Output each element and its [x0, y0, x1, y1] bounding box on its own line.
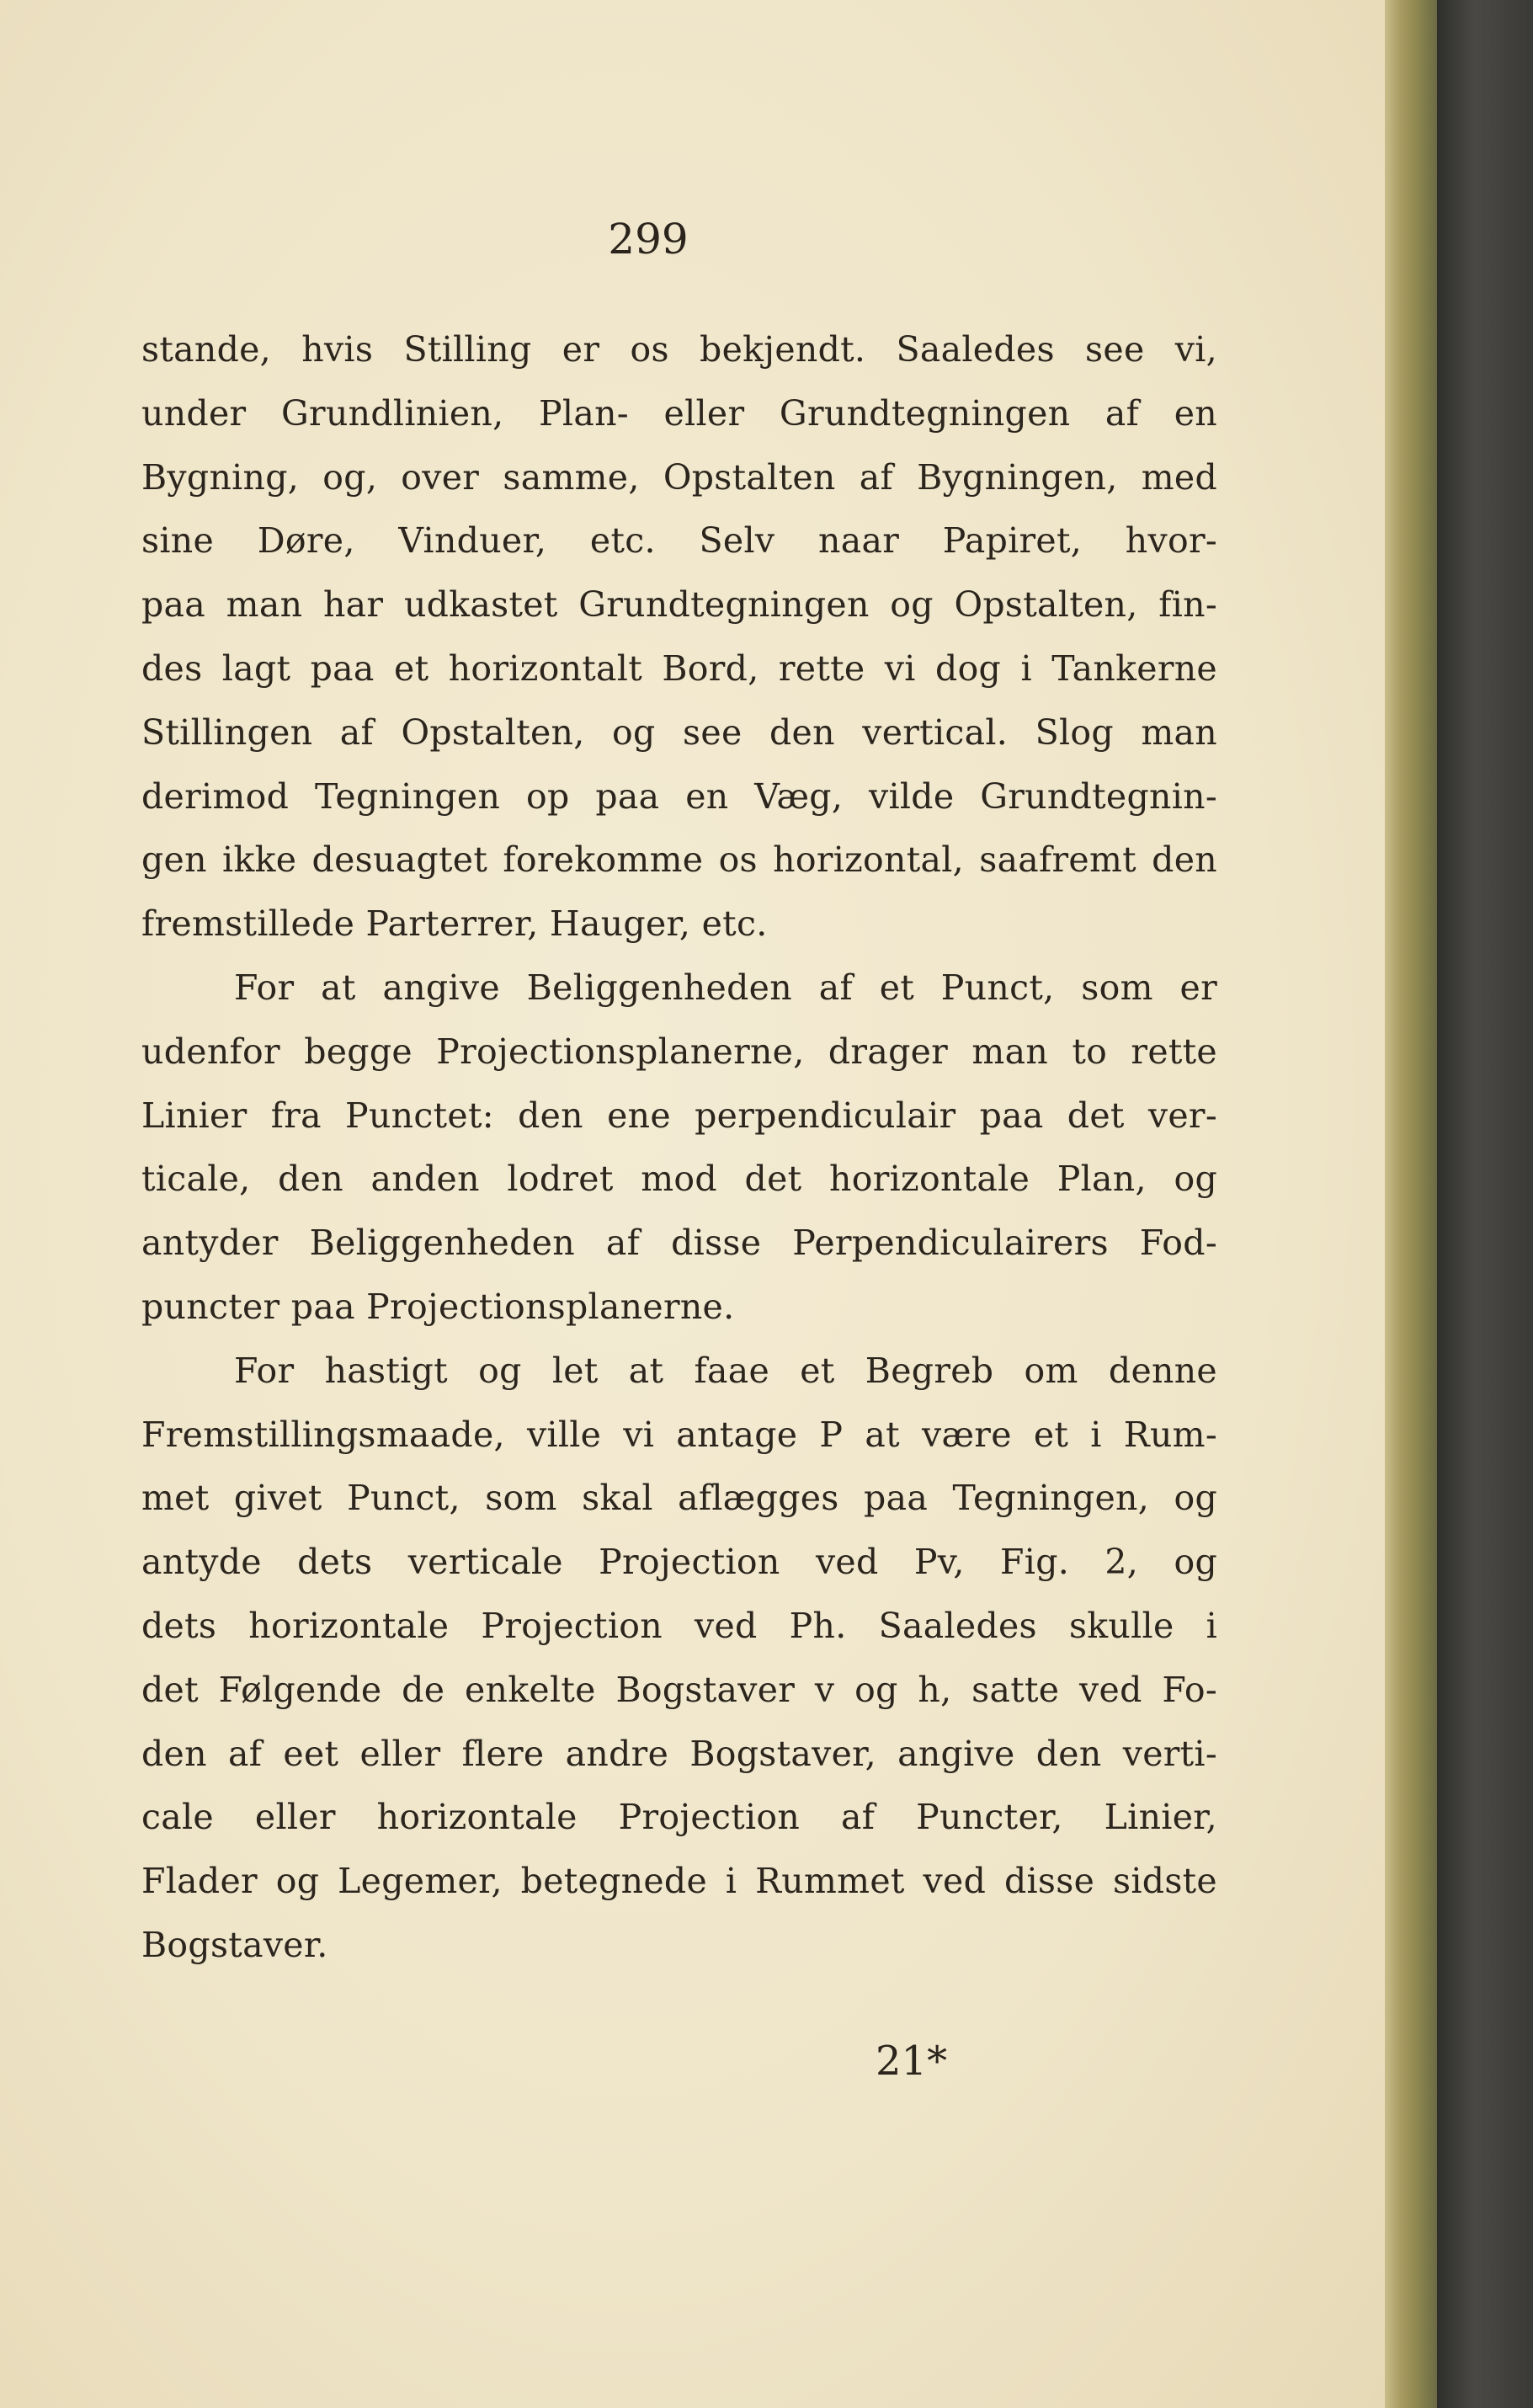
text-line: fremstillede Parterrer, Hauger, etc. — [141, 903, 768, 945]
text-line: under Grundlinien, Plan- eller Grundtegningen af en — [141, 392, 1217, 434]
text-line: derimod Tegningen op paa en Væg, vilde Grundtegnin- — [141, 775, 1217, 817]
page-number: 299 — [608, 215, 689, 264]
text-line: Bygning, og, over samme, Opstalten af Bygningen, med — [141, 456, 1217, 498]
text-line: sine Døre, Vinduer, etc. Selv naar Papiret, hvor- — [141, 520, 1217, 562]
text-line: antyder Beliggenheden af disse Perpendiculairers Fod- — [141, 1223, 1217, 1264]
signature-mark: 21* — [876, 2038, 948, 2085]
text-line: gen ikke desuagtet forekomme os horizontal, saafremt den — [141, 839, 1217, 881]
text-line: cale eller horizontale Projection af Puncter, Linier, — [141, 1797, 1217, 1838]
text-line: stande, hvis Stilling er os bekjendt. Saaledes see vi, — [141, 329, 1217, 370]
text-line: ticale, den anden lodret mod det horizontale Plan, og — [141, 1159, 1217, 1200]
body-text — [141, 318, 1217, 1978]
text-line: Linier fra Punctet: den ene perpendiculair paa det ver- — [141, 1095, 1217, 1136]
text-line: Stillingen af Opstalten, og see den vertical. Slog man — [141, 711, 1217, 753]
text-line: For at angive Beliggenheden af et Punct, som er — [234, 967, 1217, 1008]
text-line: Fremstillingsmaade, ville vi antage P at være et i Rum- — [141, 1414, 1217, 1455]
text-line: udenfor begge Projectionsplanerne, drager man to rette — [141, 1031, 1217, 1072]
text-line: puncter paa Projectionsplanerne. — [141, 1286, 735, 1327]
text-line: paa man har udkastet Grundtegningen og Opstalten, fin- — [141, 584, 1217, 626]
text-line: Flader og Legemer, betegnede i Rummet ved disse sidste — [141, 1861, 1217, 1902]
text-line: dets horizontale Projection ved Ph. Saaledes skulle i — [141, 1605, 1217, 1646]
book-cover — [1437, 0, 1533, 2408]
page-edges — [1385, 0, 1437, 2408]
text-line: des lagt paa et horizontalt Bord, rette vi dog i Tankerne — [141, 647, 1217, 689]
text-line: met givet Punct, som skal aflægges paa Tegningen, og — [141, 1478, 1217, 1519]
text-line: antyde dets verticale Projection ved Pv, Fig. 2, og — [141, 1542, 1217, 1583]
text-line: den af eet eller flere andre Bogstaver, angive den verti- — [141, 1733, 1217, 1774]
text-line: Bogstaver. — [141, 1924, 328, 1965]
text-line: det Følgende de enkelte Bogstaver v og h, satte ved Fo- — [141, 1669, 1217, 1710]
text-line: For hastigt og let at faae et Begreb om denne — [234, 1350, 1217, 1391]
